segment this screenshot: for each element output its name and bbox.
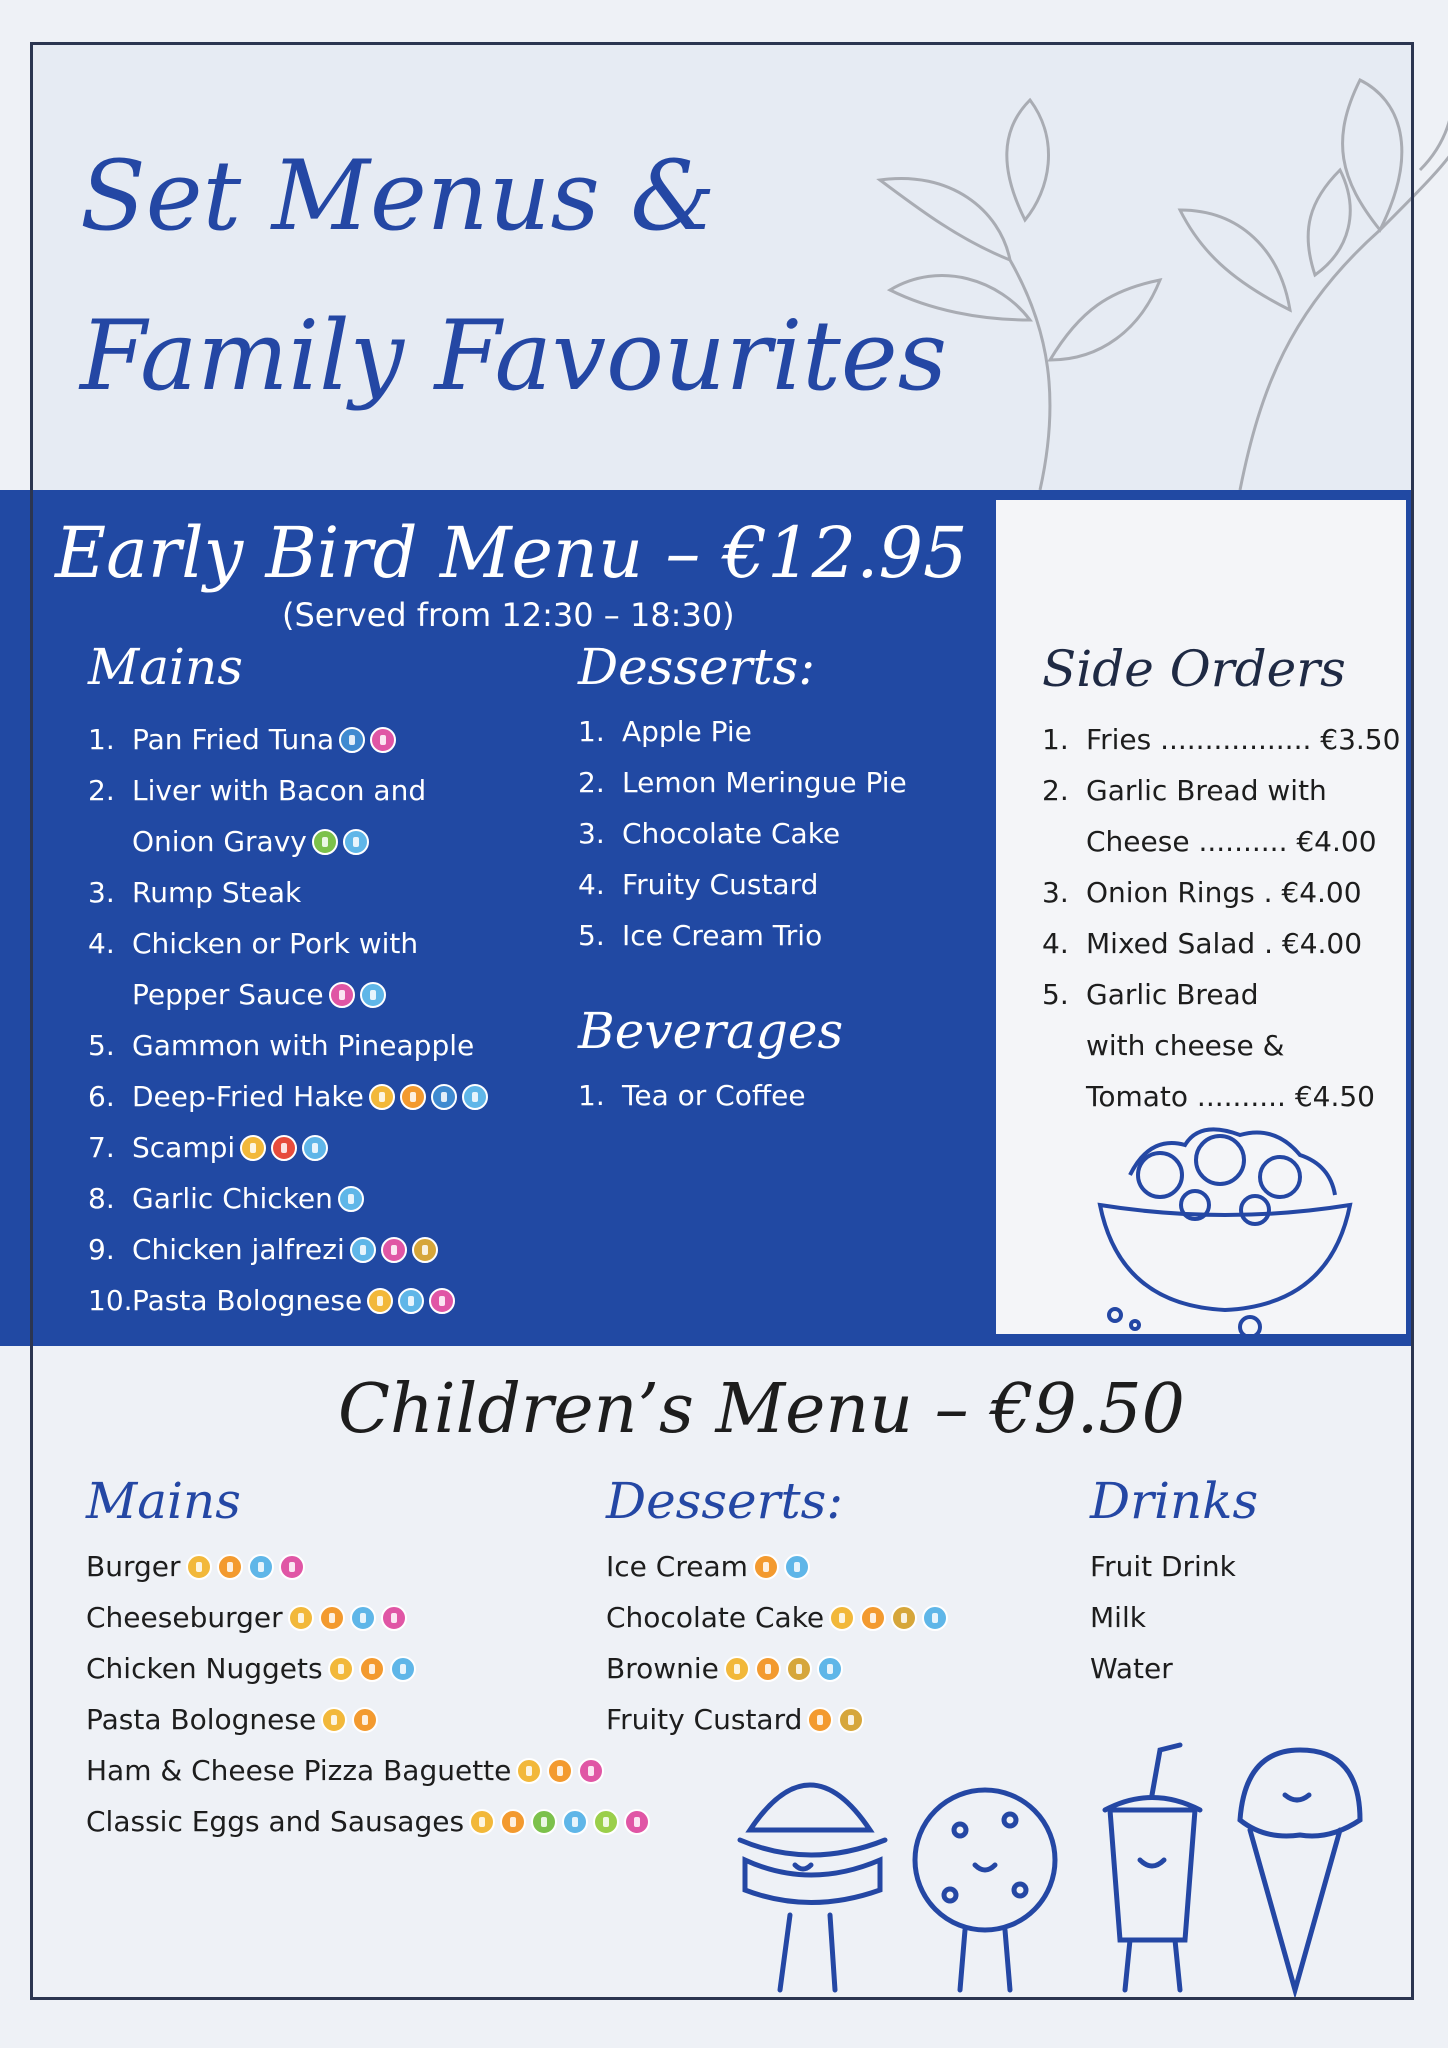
childrens-desserts-heading: Desserts: (606, 1472, 844, 1530)
item-number: 3. (578, 817, 605, 850)
item-number: 7. (88, 1131, 115, 1164)
early-bird-beverages-heading: Beverages (578, 1002, 844, 1060)
item-label: Apple Pie (622, 715, 752, 748)
item-number: 1. (1042, 723, 1069, 756)
early-bird-subtitle: (Served from 12:30 – 18:30) (282, 596, 735, 634)
item-label: Chocolate Cake (622, 817, 841, 850)
item-number: 9. (88, 1233, 115, 1266)
item-number: 1. (88, 723, 115, 756)
item-number: 8. (88, 1182, 115, 1215)
item-label: Classic Eggs and Sausages (86, 1805, 465, 1838)
item-number: 2. (578, 766, 605, 799)
early-bird-mains-heading: Mains (88, 638, 243, 696)
item-label: Water (1090, 1652, 1173, 1685)
item-label: Garlic Bread (1086, 978, 1259, 1011)
item-label: Fruity Custard (622, 868, 819, 901)
item-label: Gammon with Pineapple (132, 1029, 475, 1062)
item-number: 2. (1042, 774, 1069, 807)
item-label: with cheese & (1086, 1029, 1285, 1062)
item-number: 1. (578, 1079, 605, 1112)
early-bird-desserts-heading: Desserts: (578, 638, 816, 696)
item-number: 6. (88, 1080, 115, 1113)
item-number: 5. (88, 1029, 115, 1062)
item-label: Pepper Sauce (132, 978, 324, 1011)
item-label: Pan Fried Tuna (132, 723, 335, 756)
item-label: Burger (86, 1550, 181, 1583)
item-label: Pasta Bolognese (132, 1284, 363, 1317)
page-title-line2: Family Favourites (80, 300, 947, 412)
item-label: Brownie (606, 1652, 719, 1685)
childrens-drinks-heading: Drinks (1090, 1472, 1259, 1530)
item-label: Onion Rings . €4.00 (1086, 876, 1362, 909)
early-bird-title: Early Bird Menu – €12.95 (55, 512, 968, 594)
side-orders-heading: Side Orders (1042, 640, 1346, 698)
item-label: Ham & Cheese Pizza Baguette (86, 1754, 512, 1787)
childrens-mains-heading: Mains (86, 1472, 241, 1530)
page-frame (30, 42, 1414, 2000)
item-number: 5. (1042, 978, 1069, 1011)
item-label: Milk (1090, 1601, 1146, 1634)
item-label: Liver with Bacon and (132, 774, 427, 807)
item-label: Onion Gravy (132, 825, 307, 858)
item-label: Chicken Nuggets (86, 1652, 323, 1685)
item-label: Scampi (132, 1131, 236, 1164)
page-title-line1: Set Menus & (80, 140, 716, 252)
item-label: Chicken jalfrezi (132, 1233, 345, 1266)
item-label: Fruity Custard (606, 1703, 803, 1736)
item-label: Rump Steak (132, 876, 302, 909)
item-label: Chocolate Cake (606, 1601, 825, 1634)
item-label: Ice Cream Trio (622, 919, 823, 952)
item-label: Tomato .......... €4.50 (1086, 1080, 1375, 1113)
item-label: Deep-Fried Hake (132, 1080, 364, 1113)
item-label: Fruit Drink (1090, 1550, 1236, 1583)
item-number: 4. (88, 927, 115, 960)
item-number: 2. (88, 774, 115, 807)
item-number: 5. (578, 919, 605, 952)
item-number: 1. (578, 715, 605, 748)
item-number: 4. (1042, 927, 1069, 960)
item-label: Ice Cream (606, 1550, 748, 1583)
item-number: 3. (1042, 876, 1069, 909)
item-number: 4. (578, 868, 605, 901)
item-label: Chicken or Pork with (132, 927, 419, 960)
item-number: 3. (88, 876, 115, 909)
item-label: Fries ................. €3.50 (1086, 723, 1401, 756)
childrens-menu-title: Children’s Menu – €9.50 (338, 1370, 1185, 1449)
item-label: Lemon Meringue Pie (622, 766, 907, 799)
item-label: Garlic Bread with (1086, 774, 1327, 807)
item-label: Garlic Chicken (132, 1182, 333, 1215)
item-label: Pasta Bolognese (86, 1703, 317, 1736)
item-label: Cheeseburger (86, 1601, 283, 1634)
item-number: 10. (88, 1284, 133, 1317)
item-label: Tea or Coffee (622, 1079, 806, 1112)
item-label: Mixed Salad . €4.00 (1086, 927, 1363, 960)
item-label: Cheese .......... €4.00 (1086, 825, 1377, 858)
